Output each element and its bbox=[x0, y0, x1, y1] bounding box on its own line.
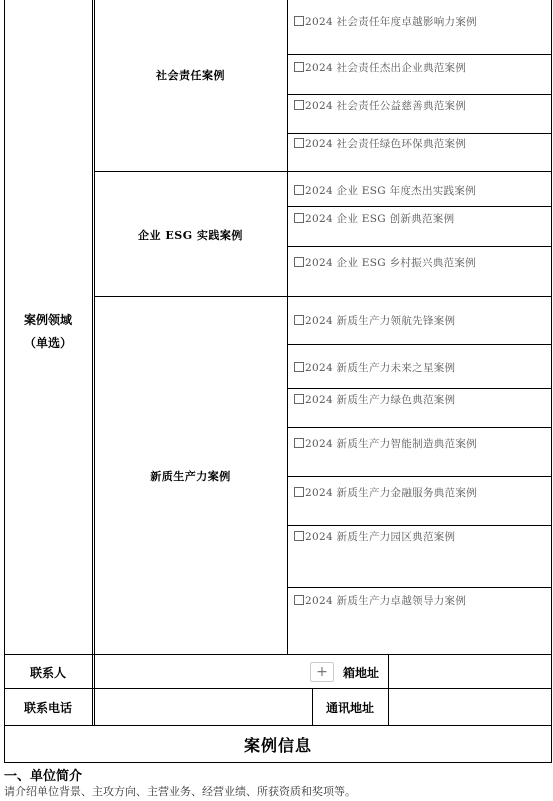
contact-person-field[interactable] bbox=[95, 655, 311, 687]
option-checkbox[interactable]: 2024 新质生产力领航先锋案例 bbox=[294, 313, 455, 328]
checkbox-icon[interactable] bbox=[294, 213, 304, 223]
checkbox-icon[interactable] bbox=[294, 315, 304, 325]
option-checkbox[interactable]: 2024 新质生产力金融服务典范案例 bbox=[294, 485, 477, 500]
contact-phone-label: 联系电话 bbox=[23, 701, 72, 715]
option-checkbox[interactable]: 2024 社会责任公益慈善典范案例 bbox=[294, 98, 466, 113]
case-domain-title: 案例领域 bbox=[23, 313, 72, 327]
option-checkbox[interactable]: 2024 新质生产力绿色典范案例 bbox=[294, 392, 455, 407]
category-new-productivity: 新质生产力案例 bbox=[150, 470, 231, 483]
option-checkbox[interactable]: 2024 新质生产力卓越领导力案例 bbox=[294, 593, 466, 608]
intro-heading: 一、单位简介 bbox=[4, 769, 83, 784]
contact-person-label: 联系人 bbox=[29, 666, 66, 680]
checkbox-icon[interactable] bbox=[294, 394, 304, 404]
checkbox-icon[interactable] bbox=[294, 595, 304, 605]
checkbox-icon[interactable] bbox=[294, 257, 304, 267]
case-domain-note: （单选） bbox=[23, 336, 72, 350]
mailing-address-field[interactable] bbox=[389, 689, 550, 724]
checkbox-icon[interactable] bbox=[294, 531, 304, 541]
option-checkbox[interactable]: 2024 新质生产力未来之星案例 bbox=[294, 360, 455, 375]
checkbox-icon[interactable] bbox=[294, 62, 304, 72]
option-checkbox[interactable]: 2024 社会责任年度卓越影响力案例 bbox=[294, 14, 477, 29]
checkbox-icon[interactable] bbox=[294, 138, 304, 148]
email-address-field[interactable] bbox=[389, 655, 550, 687]
add-icon[interactable]: + bbox=[310, 662, 334, 682]
checkbox-icon[interactable] bbox=[294, 16, 304, 26]
case-domain-label bbox=[4, 311, 92, 351]
contact-phone-field[interactable] bbox=[95, 689, 311, 724]
checkbox-icon[interactable] bbox=[294, 438, 304, 448]
checkbox-icon[interactable] bbox=[294, 185, 304, 195]
checkbox-icon[interactable] bbox=[294, 100, 304, 110]
category-social-responsibility: 社会责任案例 bbox=[156, 69, 225, 82]
section-title: 案例信息 bbox=[243, 736, 312, 755]
intro-instruction: 请介绍单位背景、主攻方向、主营业务、经营业绩、所获资质和奖项等。 bbox=[4, 785, 356, 798]
option-checkbox[interactable]: 2024 企业 ESG 创新典范案例 bbox=[294, 211, 454, 226]
category-esg-practice: 企业 ESG 实践案例 bbox=[138, 229, 243, 242]
option-checkbox[interactable]: 2024 新质生产力园区典范案例 bbox=[294, 529, 455, 544]
option-checkbox[interactable]: 2024 新质生产力智能制造典范案例 bbox=[294, 436, 477, 451]
option-checkbox[interactable]: 2024 企业 ESG 乡村振兴典范案例 bbox=[294, 255, 476, 270]
checkbox-icon[interactable] bbox=[294, 362, 304, 372]
option-checkbox[interactable]: 2024 社会责任杰出企业典范案例 bbox=[294, 60, 466, 75]
option-checkbox[interactable]: 2024 社会责任绿色环保典范案例 bbox=[294, 136, 466, 151]
mailing-address-label: 通讯地址 bbox=[325, 701, 374, 715]
option-checkbox[interactable]: 2024 企业 ESG 年度杰出实践案例 bbox=[294, 183, 476, 198]
email-address-label: 箱地址 bbox=[342, 666, 379, 680]
checkbox-icon[interactable] bbox=[294, 487, 304, 497]
